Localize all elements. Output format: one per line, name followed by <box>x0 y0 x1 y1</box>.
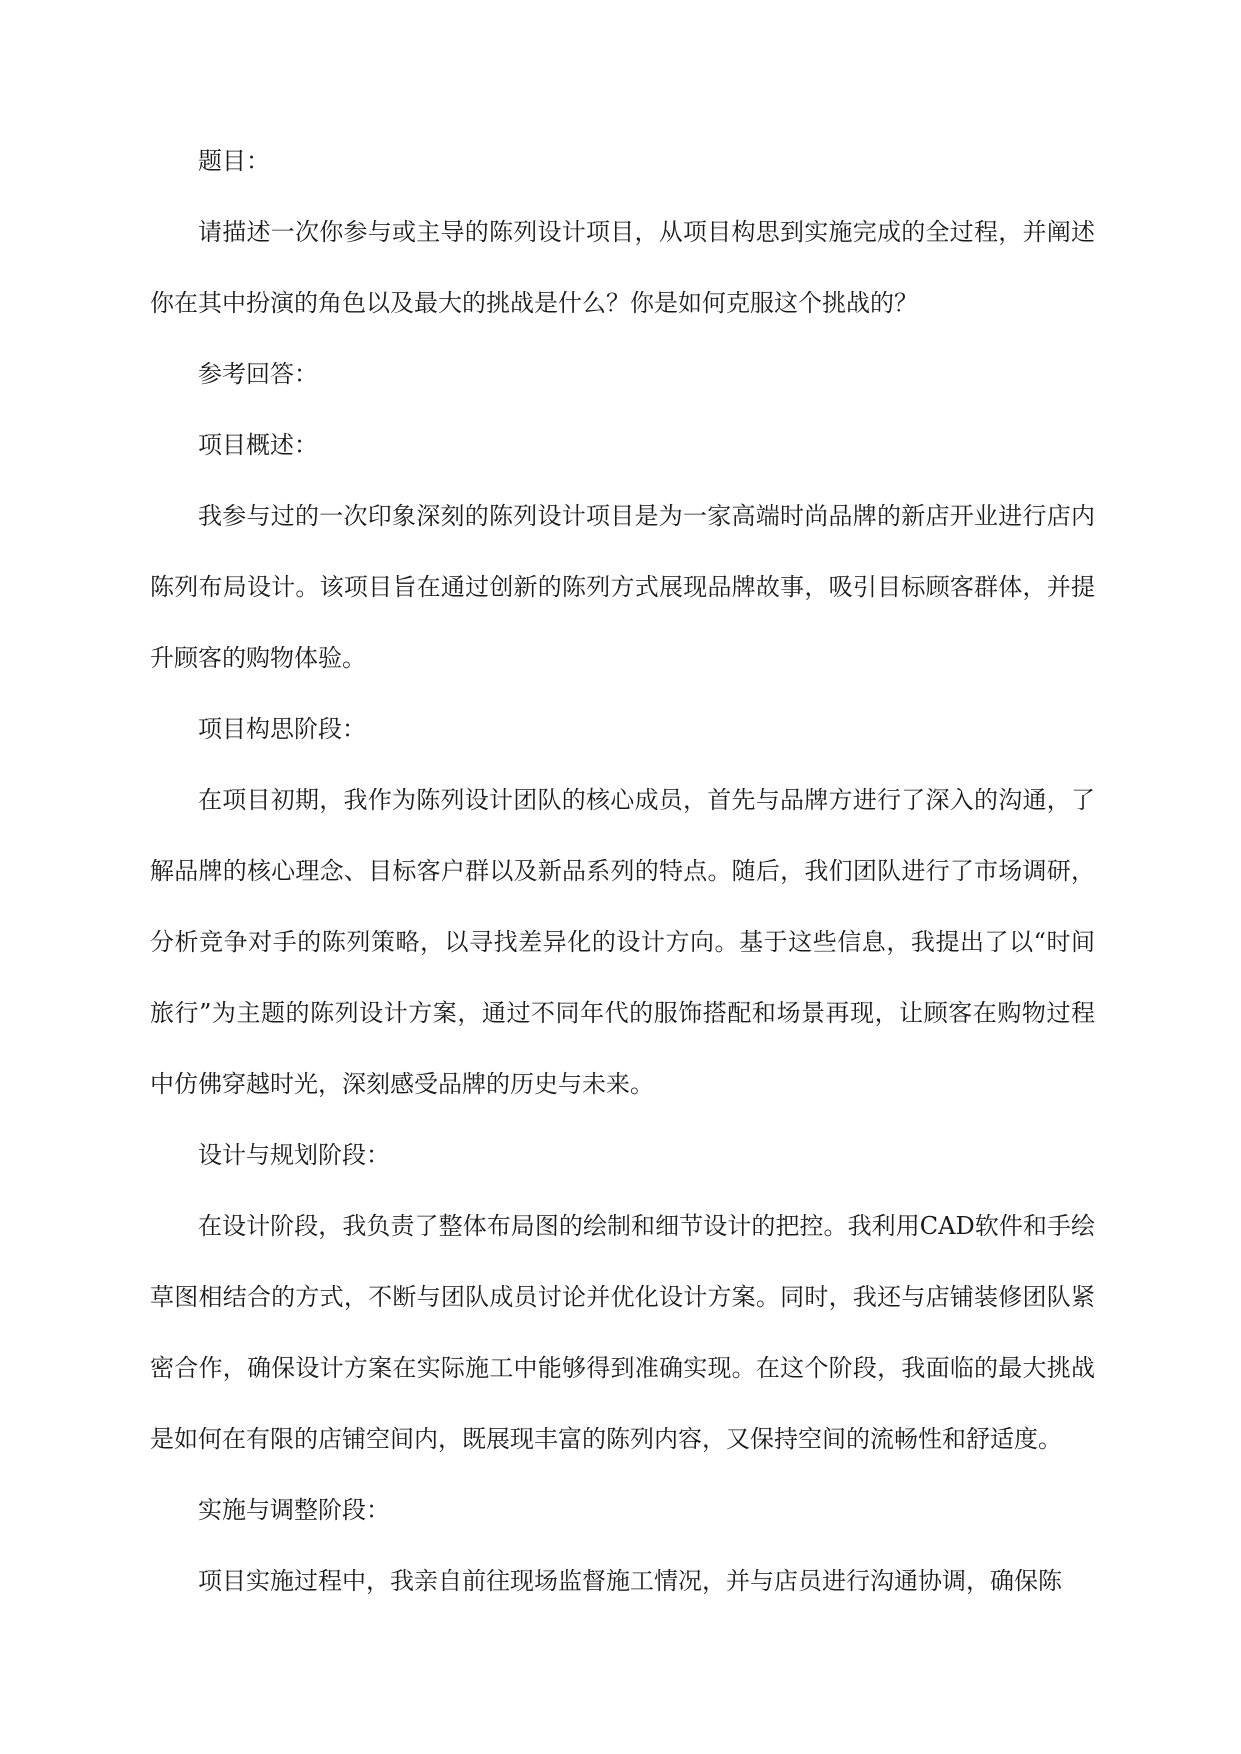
implementation-paragraph: 项目实施过程中，我亲自前往现场监督施工情况，并与店员进行沟通协调，确保陈 <box>198 1567 1062 1595</box>
heading-design-phase: 设计与规划阶段： <box>198 1141 390 1169</box>
question-paragraph: 请描述一次你参与或主导的陈列设计项目，从项目构思到实施完成的全过程，并阐述你在其中扮演的角色以及最大的挑战是什么？你是如何克服这个挑战的？ <box>150 218 1095 317</box>
concept-paragraph: 在项目初期，我作为陈列设计团队的核心成员，首先与品牌方进行了深入的沟通，了解品牌的核心理念、目标客户群以及新品系列的特点。随后，我们团队进行了市场调研，分析竞争对手的陈列策略，以寻找差异化的设计方向。基于这些信息，我提出了以“时间旅行”为主题的陈列设计方案，通过不同年代的服饰搭配和场景再现，让顾客在购物过程中仿佛穿越时光，深刻感受品牌的历史与未来。 <box>150 786 1095 1098</box>
overview-paragraph: 我参与过的一次印象深刻的陈列设计项目是为一家高端时尚品牌的新店开业进行店内陈列布局设计。该项目旨在通过创新的陈列方式展现品牌故事，吸引目标顾客群体，并提升顾客的购物体验。 <box>150 502 1095 672</box>
heading-implementation-phase: 实施与调整阶段： <box>198 1496 390 1524</box>
heading-question-label: 题目： <box>198 147 270 175</box>
heading-reference-answer: 参考回答： <box>198 360 318 388</box>
design-paragraph: 在设计阶段，我负责了整体布局图的绘制和细节设计的把控。我利用CAD软件和手绘草图相结合的方式，不断与团队成员讨论并优化设计方案。同时，我还与店铺装修团队紧密合作，确保设计方案在实际施工中能够得到准确实现。在这个阶段，我面临的最大挑战是如何在有限的店铺空间内，既展现丰富的陈列内容，又保持空间的流畅性和舒适度。 <box>150 1212 1095 1453</box>
heading-concept-phase: 项目构思阶段： <box>198 715 366 743</box>
heading-project-overview: 项目概述： <box>198 431 318 459</box>
document-body <box>150 143 1095 1634</box>
